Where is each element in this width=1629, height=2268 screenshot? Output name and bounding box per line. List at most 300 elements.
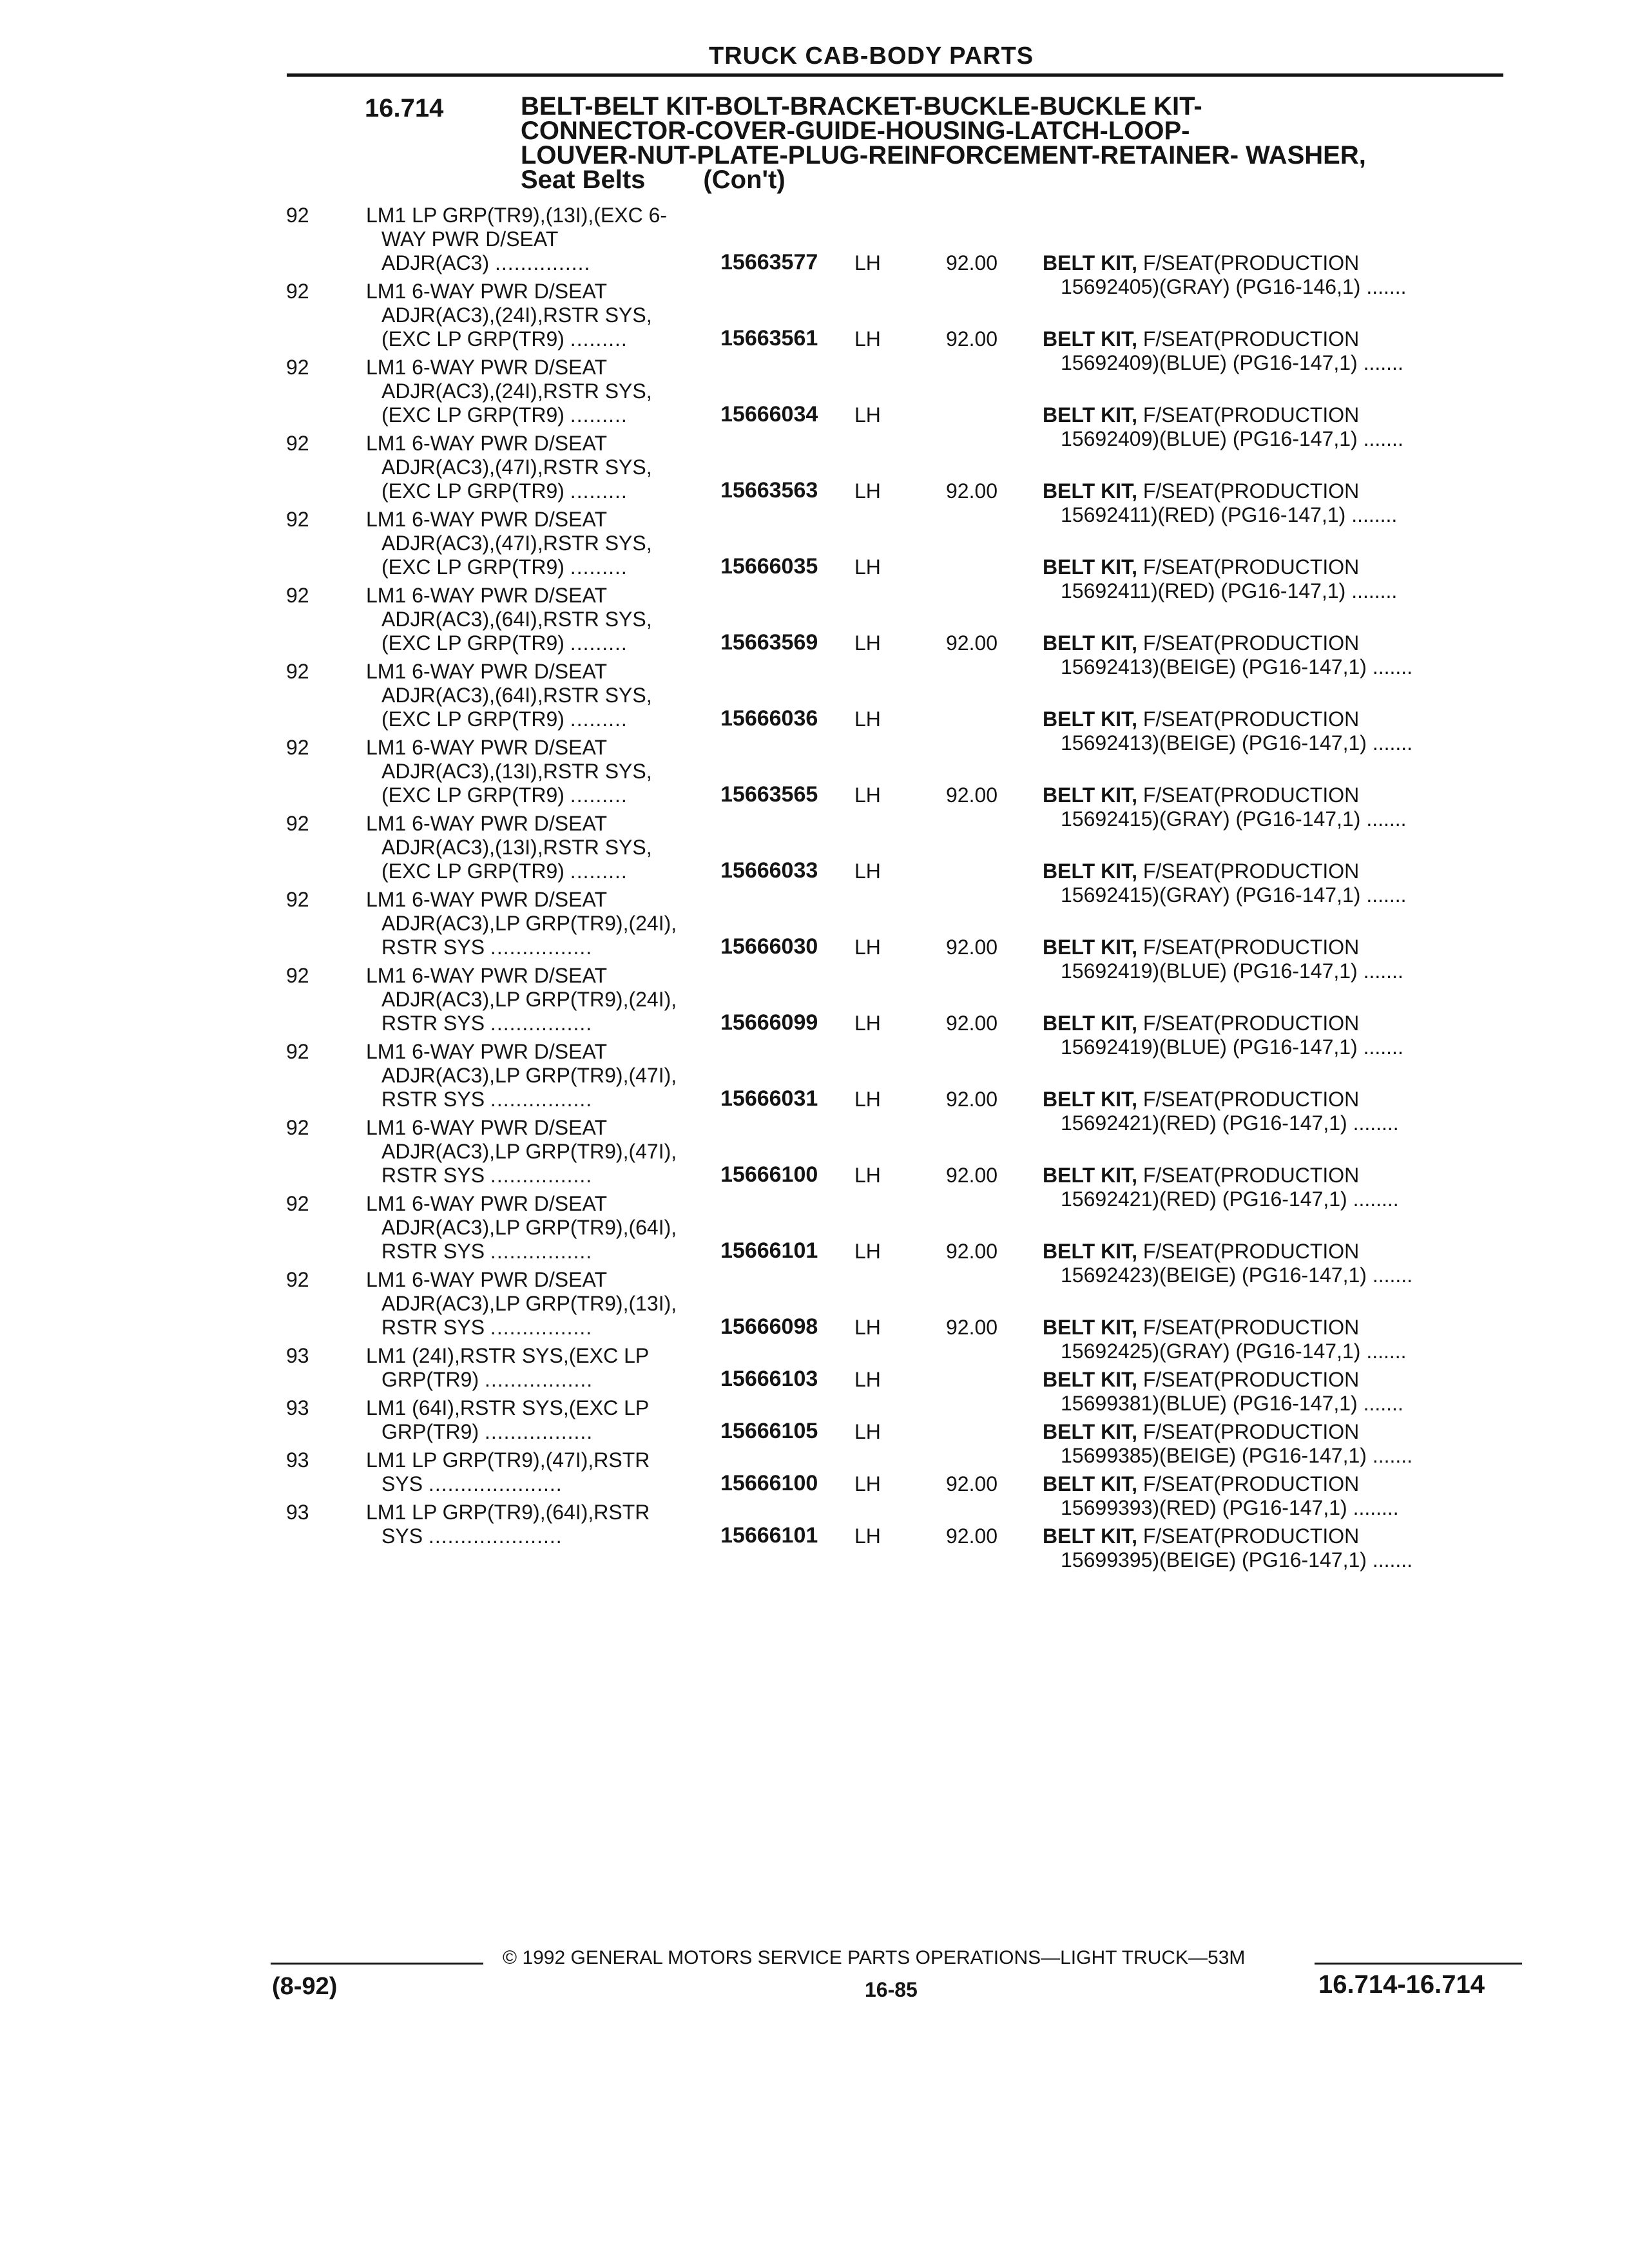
note-label: BELT KIT, <box>1043 631 1137 655</box>
note-label: BELT KIT, <box>1043 1524 1137 1548</box>
leader-dots: ................ <box>490 1164 593 1187</box>
description-text: RSTR SYS <box>381 1316 490 1339</box>
side-indicator: LH <box>854 1164 881 1187</box>
note-label: BELT KIT, <box>1043 327 1137 351</box>
side-indicator: LH <box>854 1316 881 1339</box>
note-line <box>1043 936 1513 959</box>
side-indicator: LH <box>854 1472 881 1495</box>
description-line: LM1 (24I),RSTR SYS,(EXC LP <box>366 1344 650 1367</box>
item-description <box>366 660 727 731</box>
list-item <box>0 432 1629 526</box>
side-indicator: LH <box>854 403 881 427</box>
note-line <box>1043 1088 1513 1111</box>
leader-dots: ......... <box>570 707 628 731</box>
part-number: 15666033 <box>720 858 818 883</box>
note-text: F/SEAT(PRODUCTION <box>1137 1368 1360 1391</box>
note-line <box>1043 251 1513 275</box>
item-description <box>366 888 727 959</box>
footer-copyright: © 1992 GENERAL MOTORS SERVICE PARTS OPERATIONS—LIGHT TRUCK—53M <box>503 1947 1246 1968</box>
part-number: 15663563 <box>720 478 818 503</box>
item-description <box>366 1192 727 1264</box>
note-text: 15692419)(BLUE) (PG16-147,1) <box>1061 959 1364 983</box>
description-line <box>366 1316 727 1340</box>
note-text: F/SEAT(PRODUCTION <box>1137 631 1360 655</box>
note-text: F/SEAT(PRODUCTION <box>1137 327 1360 351</box>
description-line: ADJR(AC3),(47I),RSTR SYS, <box>381 456 652 479</box>
side-indicator: LH <box>854 1240 881 1263</box>
note-text: 15699385)(BEIGE) (PG16-147,1) <box>1061 1444 1373 1467</box>
item-description <box>366 812 727 883</box>
note-text: F/SEAT(PRODUCTION <box>1137 555 1360 579</box>
item-number: 92 <box>286 1116 309 1139</box>
note-text: 15692409)(BLUE) (PG16-147,1) <box>1061 427 1364 450</box>
description-line: LM1 6-WAY PWR D/SEAT <box>366 356 607 379</box>
item-number: 92 <box>286 1040 309 1063</box>
description-text: (EXC LP GRP(TR9) <box>381 707 570 731</box>
part-number: 15666035 <box>720 554 818 579</box>
note-text: F/SEAT(PRODUCTION <box>1137 1240 1360 1263</box>
item-number: 92 <box>286 508 309 531</box>
item-number: 93 <box>286 1448 309 1472</box>
note-text: F/SEAT(PRODUCTION <box>1137 783 1360 807</box>
description-line: LM1 (64I),RSTR SYS,(EXC LP <box>366 1396 650 1419</box>
side-indicator: LH <box>854 860 881 883</box>
leader-dots: ................. <box>485 1368 593 1391</box>
item-description <box>366 1116 727 1187</box>
section-subtitle: Seat Belts <box>521 166 646 194</box>
note-text: F/SEAT(PRODUCTION <box>1137 936 1360 959</box>
note-text: F/SEAT(PRODUCTION <box>1137 1316 1360 1339</box>
note-line <box>1043 327 1513 351</box>
footer-rule-left <box>271 1963 483 1965</box>
side-indicator: LH <box>854 707 881 731</box>
side-indicator: LH <box>854 631 881 655</box>
note-line <box>1043 1164 1513 1187</box>
description-line <box>366 1524 727 1548</box>
note-label: BELT KIT, <box>1043 1240 1137 1263</box>
list-item <box>0 812 1629 907</box>
note-line <box>1043 631 1513 655</box>
note-line <box>1043 1524 1513 1548</box>
item-number: 92 <box>286 1268 309 1291</box>
item-number: 93 <box>286 1344 309 1367</box>
note-label: BELT KIT, <box>1043 1164 1137 1187</box>
item-number: 93 <box>286 1501 309 1524</box>
list-item <box>0 508 1629 602</box>
item-description <box>366 1040 727 1111</box>
note-text: 15692413)(BEIGE) (PG16-147,1) <box>1061 731 1373 754</box>
note-label: BELT KIT, <box>1043 1420 1137 1443</box>
description-line: ADJR(AC3),(64I),RSTR SYS, <box>381 608 652 631</box>
list-item <box>0 1040 1629 1135</box>
footer-date: (8-92) <box>272 1973 338 2000</box>
list-item <box>0 280 1629 374</box>
note-line <box>1043 860 1513 883</box>
item-number: 93 <box>286 1396 309 1419</box>
leader-dots: ......... <box>570 631 628 655</box>
description-text: GRP(TR9) <box>381 1368 485 1391</box>
footer-rule-right <box>1315 1963 1522 1965</box>
leader-dots: ....... <box>1372 1548 1413 1571</box>
item-description <box>366 432 727 503</box>
leader-dots: ....... <box>1366 275 1407 298</box>
description-line: LM1 6-WAY PWR D/SEAT <box>366 1192 607 1215</box>
section-title-line: LOUVER-NUT-PLATE-PLUG-REINFORCEMENT-RETAINER- WASHER, <box>521 141 1366 169</box>
note-line <box>1043 555 1513 579</box>
note-label: BELT KIT, <box>1043 1368 1137 1391</box>
leader-dots: ....... <box>1363 1035 1403 1059</box>
model-year: 92.00 <box>946 1164 998 1187</box>
leader-dots: ....... <box>1363 351 1403 374</box>
note-label: BELT KIT, <box>1043 1012 1137 1035</box>
description-line <box>366 1240 727 1264</box>
description-text: SYS <box>381 1524 429 1548</box>
item-description <box>366 204 727 275</box>
description-line <box>366 783 727 807</box>
model-year: 92.00 <box>946 1240 998 1263</box>
part-number: 15666100 <box>720 1471 818 1495</box>
note-text: F/SEAT(PRODUCTION <box>1137 1088 1360 1111</box>
description-line <box>366 1472 727 1496</box>
leader-dots: ........ <box>1351 503 1398 526</box>
description-line <box>366 1088 727 1111</box>
note-text: 15692409)(BLUE) (PG16-147,1) <box>1061 351 1364 374</box>
note-label: BELT KIT, <box>1043 403 1137 427</box>
part-number: 15666034 <box>720 402 818 427</box>
leader-dots: ........ <box>1353 1496 1399 1519</box>
leader-dots: ............... <box>495 251 591 274</box>
leader-dots: ....... <box>1363 1392 1403 1415</box>
part-number: 15666099 <box>720 1010 818 1035</box>
side-indicator: LH <box>854 783 881 807</box>
section-title-line: CONNECTOR-COVER-GUIDE-HOUSING-LATCH-LOOP- <box>521 117 1190 145</box>
part-number: 15666103 <box>720 1367 818 1391</box>
part-number: 15663577 <box>720 250 818 274</box>
note-text: 15692413)(BEIGE) (PG16-147,1) <box>1061 655 1373 678</box>
description-text: SYS <box>381 1472 429 1495</box>
item-number: 92 <box>286 660 309 683</box>
model-year: 92.00 <box>946 251 998 274</box>
leader-dots: ......... <box>570 783 628 807</box>
side-indicator: LH <box>854 479 881 503</box>
leader-dots: ................ <box>490 1012 593 1035</box>
description-text: ADJR(AC3) <box>381 251 496 274</box>
note-text: 15692415)(GRAY) (PG16-147,1) <box>1061 807 1367 831</box>
side-indicator: LH <box>854 251 881 274</box>
note-text: 15699395)(BEIGE) (PG16-147,1) <box>1061 1548 1373 1571</box>
part-number: 15666100 <box>720 1162 818 1187</box>
note-text: F/SEAT(PRODUCTION <box>1137 707 1360 731</box>
side-indicator: LH <box>854 1368 881 1391</box>
part-number: 15663569 <box>720 630 818 655</box>
parts-list <box>0 204 1629 1571</box>
description-line <box>366 1368 727 1392</box>
note-label: BELT KIT, <box>1043 1316 1137 1339</box>
description-text: RSTR SYS <box>381 1240 490 1263</box>
part-number: 15663561 <box>720 326 818 351</box>
note-label: BELT KIT, <box>1043 1472 1137 1495</box>
list-item <box>0 964 1629 1059</box>
item-number: 92 <box>286 280 309 303</box>
description-line: ADJR(AC3),LP GRP(TR9),(24I), <box>381 988 677 1011</box>
note-text: F/SEAT(PRODUCTION <box>1137 403 1360 427</box>
list-item <box>0 1192 1629 1287</box>
description-line: ADJR(AC3),(64I),RSTR SYS, <box>381 684 652 707</box>
description-text: RSTR SYS <box>381 1012 490 1035</box>
note-line <box>1043 1316 1513 1340</box>
description-line: ADJR(AC3),LP GRP(TR9),(47I), <box>381 1064 677 1087</box>
part-number: 15666105 <box>720 1419 818 1443</box>
description-line: LM1 LP GRP(TR9),(13I),(EXC 6- <box>366 204 668 227</box>
model-year: 92.00 <box>946 936 998 959</box>
description-line <box>366 936 727 959</box>
leader-dots: ....... <box>1366 807 1407 831</box>
note-text: 15692415)(GRAY) (PG16-147,1) <box>1061 883 1367 907</box>
description-line <box>366 327 727 351</box>
note-line <box>1043 1420 1513 1444</box>
side-indicator: LH <box>854 1420 881 1443</box>
note-text: 15699393)(RED) (PG16-147,1) <box>1061 1496 1353 1519</box>
side-indicator: LH <box>854 1012 881 1035</box>
note-line <box>1043 1548 1513 1572</box>
description-line: LM1 6-WAY PWR D/SEAT <box>366 964 607 987</box>
note-label: BELT KIT, <box>1043 479 1137 503</box>
description-line: LM1 6-WAY PWR D/SEAT <box>366 736 607 759</box>
note-label: BELT KIT, <box>1043 783 1137 807</box>
leader-dots: ....... <box>1372 1264 1413 1287</box>
description-text: (EXC LP GRP(TR9) <box>381 783 570 807</box>
description-line: LM1 6-WAY PWR D/SEAT <box>366 812 607 835</box>
note-text: 15692419)(BLUE) (PG16-147,1) <box>1061 1035 1364 1059</box>
leader-dots: ....... <box>1366 883 1407 907</box>
description-line: LM1 LP GRP(TR9),(47I),RSTR <box>366 1448 650 1472</box>
model-year: 92.00 <box>946 631 998 655</box>
leader-dots: ......... <box>570 403 628 427</box>
leader-dots: ........ <box>1351 579 1398 602</box>
description-line <box>366 1164 727 1187</box>
note-text: 15692421)(RED) (PG16-147,1) <box>1061 1111 1353 1135</box>
description-line <box>366 403 727 427</box>
description-line: LM1 6-WAY PWR D/SEAT <box>366 432 607 455</box>
note-text: 15692425)(GRAY) (PG16-147,1) <box>1061 1340 1367 1363</box>
description-text: (EXC LP GRP(TR9) <box>381 479 570 503</box>
note-label: BELT KIT, <box>1043 860 1137 883</box>
item-description <box>366 508 727 579</box>
list-item <box>0 736 1629 831</box>
description-line: LM1 6-WAY PWR D/SEAT <box>366 584 607 607</box>
leader-dots: ......... <box>570 555 628 579</box>
page-header-title: TRUCK CAB-BODY PARTS <box>709 43 1034 70</box>
item-number: 92 <box>286 356 309 379</box>
item-description <box>366 1396 727 1444</box>
note-text: 15692411)(RED) (PG16-147,1) <box>1061 503 1352 526</box>
model-year: 92.00 <box>946 327 998 351</box>
note-text: F/SEAT(PRODUCTION <box>1137 1012 1360 1035</box>
leader-dots: ................. <box>485 1420 593 1443</box>
description-line: ADJR(AC3),(13I),RSTR SYS, <box>381 760 652 783</box>
side-indicator: LH <box>854 327 881 351</box>
description-line <box>366 251 727 275</box>
leader-dots: ......... <box>570 479 628 503</box>
note-line <box>1043 403 1513 427</box>
description-line: ADJR(AC3),LP GRP(TR9),(64I), <box>381 1216 677 1239</box>
part-number: 15663565 <box>720 782 818 807</box>
description-text: (EXC LP GRP(TR9) <box>381 631 570 655</box>
description-line: ADJR(AC3),LP GRP(TR9),(13I), <box>381 1292 677 1315</box>
leader-dots: ..................... <box>428 1472 563 1495</box>
header-rule <box>287 73 1503 77</box>
description-text: (EXC LP GRP(TR9) <box>381 555 570 579</box>
leader-dots: ....... <box>1363 959 1403 983</box>
side-indicator: LH <box>854 1524 881 1548</box>
note-line <box>1043 479 1513 503</box>
note-label: BELT KIT, <box>1043 1088 1137 1111</box>
item-description <box>366 736 727 807</box>
description-line: LM1 LP GRP(TR9),(64I),RSTR <box>366 1501 650 1524</box>
model-year: 92.00 <box>946 1012 998 1035</box>
description-line <box>366 631 727 655</box>
list-item <box>0 356 1629 450</box>
description-line: ADJR(AC3),(24I),RSTR SYS, <box>381 380 652 403</box>
leader-dots: ....... <box>1366 1340 1407 1363</box>
leader-dots: ..................... <box>428 1524 563 1548</box>
note-text: 15692421)(RED) (PG16-147,1) <box>1061 1187 1353 1211</box>
item-description <box>366 1501 727 1548</box>
note-line <box>1043 707 1513 731</box>
model-year: 92.00 <box>946 1524 998 1548</box>
description-text: RSTR SYS <box>381 936 490 959</box>
section-number: 16.714 <box>365 94 444 122</box>
description-line: ADJR(AC3),(24I),RSTR SYS, <box>381 303 652 327</box>
item-description <box>366 1344 727 1392</box>
item-note <box>1043 1524 1513 1572</box>
leader-dots: ....... <box>1372 655 1413 678</box>
description-text: GRP(TR9) <box>381 1420 485 1443</box>
item-description <box>366 584 727 655</box>
note-text: F/SEAT(PRODUCTION <box>1137 860 1360 883</box>
description-line <box>366 479 727 503</box>
footer-section-range: 16.714-16.714 <box>1318 1970 1485 1999</box>
list-item <box>0 1116 1629 1211</box>
description-line: ADJR(AC3),LP GRP(TR9),(47I), <box>381 1140 677 1163</box>
description-line <box>366 1420 727 1444</box>
description-text: (EXC LP GRP(TR9) <box>381 403 570 427</box>
note-line <box>1043 1368 1513 1392</box>
model-year: 92.00 <box>946 783 998 807</box>
part-number: 15666101 <box>720 1238 818 1263</box>
description-line: LM1 6-WAY PWR D/SEAT <box>366 888 607 911</box>
list-item <box>0 888 1629 983</box>
description-line: LM1 6-WAY PWR D/SEAT <box>366 660 607 683</box>
note-line <box>1043 1472 1513 1496</box>
item-description <box>366 356 727 427</box>
part-number: 15666098 <box>720 1314 818 1339</box>
leader-dots: ........ <box>1353 1187 1399 1211</box>
leader-dots: ....... <box>1372 731 1413 754</box>
description-line <box>366 1012 727 1035</box>
item-description <box>366 964 727 1035</box>
side-indicator: LH <box>854 936 881 959</box>
note-line <box>1043 1012 1513 1035</box>
side-indicator: LH <box>854 555 881 579</box>
leader-dots: ......... <box>570 860 628 883</box>
item-number: 92 <box>286 204 309 227</box>
note-label: BELT KIT, <box>1043 707 1137 731</box>
description-line: ADJR(AC3),LP GRP(TR9),(24I), <box>381 912 677 935</box>
note-text: F/SEAT(PRODUCTION <box>1137 479 1360 503</box>
side-indicator: LH <box>854 1088 881 1111</box>
part-number: 15666031 <box>720 1086 818 1111</box>
model-year: 92.00 <box>946 1088 998 1111</box>
item-description <box>366 1448 727 1496</box>
item-number: 92 <box>286 964 309 987</box>
list-item <box>0 660 1629 754</box>
list-item <box>0 1501 1629 1571</box>
item-number: 92 <box>286 432 309 455</box>
note-text: 15692411)(RED) (PG16-147,1) <box>1061 579 1352 602</box>
description-line <box>366 707 727 731</box>
leader-dots: ....... <box>1363 427 1403 450</box>
item-number: 92 <box>286 736 309 759</box>
description-line <box>366 860 727 883</box>
note-text: 15699381)(BLUE) (PG16-147,1) <box>1061 1392 1364 1415</box>
description-text: RSTR SYS <box>381 1164 490 1187</box>
item-description <box>366 1268 727 1340</box>
section-continued: (Con't) <box>703 166 786 194</box>
item-description <box>366 280 727 351</box>
note-text: F/SEAT(PRODUCTION <box>1137 1472 1360 1495</box>
note-text: 15692423)(BEIGE) (PG16-147,1) <box>1061 1264 1373 1287</box>
part-number: 15666030 <box>720 934 818 959</box>
description-line: LM1 6-WAY PWR D/SEAT <box>366 1040 607 1063</box>
note-text: F/SEAT(PRODUCTION <box>1137 1524 1360 1548</box>
note-label: BELT KIT, <box>1043 251 1137 274</box>
model-year: 92.00 <box>946 1472 998 1495</box>
model-year: 92.00 <box>946 479 998 503</box>
leader-dots: ................ <box>490 1088 593 1111</box>
description-line: ADJR(AC3),(47I),RSTR SYS, <box>381 532 652 555</box>
note-line <box>1043 1240 1513 1264</box>
description-line: ADJR(AC3),(13I),RSTR SYS, <box>381 836 652 859</box>
item-number: 92 <box>286 812 309 835</box>
note-text: F/SEAT(PRODUCTION <box>1137 1420 1360 1443</box>
description-line: WAY PWR D/SEAT <box>381 227 559 251</box>
part-number: 15666036 <box>720 706 818 731</box>
description-line <box>366 555 727 579</box>
note-line <box>1043 783 1513 807</box>
note-label: BELT KIT, <box>1043 555 1137 579</box>
description-text: (EXC LP GRP(TR9) <box>381 860 570 883</box>
description-line: LM1 6-WAY PWR D/SEAT <box>366 1116 607 1139</box>
model-year: 92.00 <box>946 1316 998 1339</box>
footer-page-number: 16-85 <box>865 1978 918 2001</box>
description-text: (EXC LP GRP(TR9) <box>381 327 570 351</box>
leader-dots: ................ <box>490 936 593 959</box>
note-label: BELT KIT, <box>1043 936 1137 959</box>
note-text: F/SEAT(PRODUCTION <box>1137 251 1360 274</box>
section-title <box>521 94 1513 192</box>
leader-dots: ....... <box>1372 1444 1413 1467</box>
leader-dots: ................ <box>490 1240 593 1263</box>
description-text: RSTR SYS <box>381 1088 490 1111</box>
description-line: LM1 6-WAY PWR D/SEAT <box>366 1268 607 1291</box>
note-text: F/SEAT(PRODUCTION <box>1137 1164 1360 1187</box>
leader-dots: ......... <box>570 327 628 351</box>
description-line: LM1 6-WAY PWR D/SEAT <box>366 280 607 303</box>
item-number: 92 <box>286 888 309 911</box>
leader-dots: ................ <box>490 1316 593 1339</box>
part-number: 15666101 <box>720 1523 818 1548</box>
